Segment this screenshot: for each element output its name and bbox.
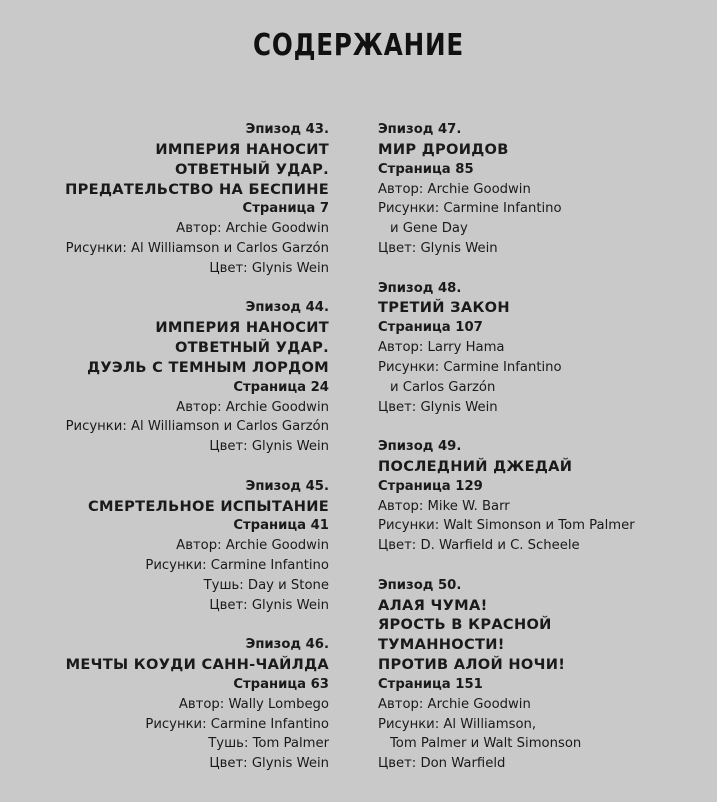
- credit-line: Рисунки: Carmine Infantino: [378, 359, 562, 375]
- episode-title-line: МИР ДРОИДОВ: [378, 140, 509, 158]
- page-title: СОДЕРЖАНИЕ: [252, 28, 465, 63]
- toc-entry[interactable]: [378, 437, 708, 556]
- episode-number: Эпизод 44.: [245, 300, 329, 316]
- episode-title-line: МЕЧТЫ КОУДИ САНН-ЧАЙЛДА: [65, 656, 329, 674]
- credit-line: Рисунки: Al Williamson,: [378, 716, 537, 732]
- episode-title-line: ИМПЕРИЯ НАНОСИТ: [155, 319, 329, 337]
- episode-title-line: ИМПЕРИЯ НАНОСИТ: [155, 140, 329, 158]
- episode-title-line: ТУМАННОСТИ!: [378, 636, 505, 654]
- episode-number: Эпизод 49.: [378, 439, 462, 454]
- credit-line: Автор: Larry Hama: [378, 340, 505, 356]
- credit-line: и Carlos Garzón: [390, 379, 496, 395]
- episode-page: Страница 41: [233, 518, 329, 534]
- toc-right-column: [378, 120, 708, 794]
- episode-title-line: ЯРОСТЬ В КРАСНОЙ: [378, 616, 552, 634]
- credit-line: Рисунки: Walt Simonson и Tom Palmer: [378, 518, 635, 534]
- toc-entry[interactable]: [378, 576, 708, 774]
- credit-line: Цвет: Glynis Wein: [378, 241, 498, 257]
- episode-title-line: ОТВЕТНЫЙ УДАР.: [174, 339, 329, 357]
- credit-line: Рисунки: Al Williamson и Carlos Garzón: [65, 419, 329, 435]
- toc-entry[interactable]: [0, 120, 329, 279]
- credit-line: Тушь: Day и Stone: [203, 577, 329, 593]
- toc-entry[interactable]: [0, 635, 329, 774]
- credit-line: Автор: Archie Goodwin: [176, 538, 329, 554]
- episode-title-line: СМЕРТЕЛЬНОЕ ИСПЫТАНИЕ: [88, 497, 329, 515]
- credit-line: Цвет: Glynis Wein: [209, 260, 329, 276]
- toc-entry[interactable]: [0, 477, 329, 616]
- credit-line: Цвет: Glynis Wein: [209, 597, 329, 613]
- episode-page: Страница 107: [378, 320, 483, 336]
- credit-line: и Gene Day: [390, 221, 468, 237]
- episode-number: Эпизод 50.: [378, 577, 462, 593]
- credit-line: Автор: Archie Goodwin: [176, 221, 329, 237]
- credit-line: Цвет: D. Warfield и C. Scheele: [378, 538, 580, 554]
- episode-title-line: ОТВЕТНЫЙ УДАР.: [174, 160, 329, 178]
- credit-line: Автор: Archie Goodwin: [378, 696, 531, 712]
- credit-line: Цвет: Glynis Wein: [209, 439, 329, 455]
- episode-number: Эпизод 47.: [378, 122, 462, 137]
- episode-title-line: АЛАЯ ЧУМА!: [378, 596, 488, 614]
- credit-line: Tom Palmer и Walt Simonson: [390, 736, 582, 752]
- episode-title-line: ПОСЛЕДНИЙ ДЖЕДАЙ: [378, 457, 573, 475]
- episode-number: Эпизод 48.: [378, 280, 462, 296]
- credit-line: Цвет: Glynis Wein: [378, 399, 498, 415]
- credit-line: Рисунки: Al Williamson и Carlos Garzón: [65, 241, 329, 257]
- credit-line: Автор: Mike W. Barr: [378, 498, 510, 514]
- episode-page: Страница 151: [378, 676, 483, 692]
- credit-line: Тушь: Tom Palmer: [208, 736, 329, 752]
- episode-number: Эпизод 43.: [245, 122, 329, 137]
- episode-number: Эпизод 45.: [245, 478, 329, 494]
- episode-page: Страница 7: [242, 201, 329, 217]
- credit-line: Цвет: Glynis Wein: [209, 756, 329, 772]
- episode-page: Страница 129: [378, 478, 483, 494]
- episode-title-line: ПРОТИВ АЛОЙ НОЧИ!: [378, 656, 566, 674]
- episode-page: Страница 63: [233, 676, 329, 692]
- credit-line: Автор: Archie Goodwin: [378, 181, 531, 197]
- credit-line: Рисунки: Carmine Infantino: [378, 201, 562, 217]
- credit-line: Автор: Archie Goodwin: [176, 399, 329, 415]
- episode-page: Страница 24: [233, 379, 329, 395]
- toc-entry[interactable]: [378, 120, 708, 259]
- episode-title-line: ПРЕДАТЕЛЬСТВО НА БЕСПИНЕ: [65, 180, 329, 198]
- toc-entry[interactable]: [378, 279, 708, 418]
- toc-left-column: [0, 120, 329, 794]
- episode-title-line: ТРЕТИЙ ЗАКОН: [378, 299, 510, 317]
- credit-line: Автор: Wally Lombego: [178, 696, 329, 712]
- episode-page: Страница 85: [378, 161, 474, 177]
- credit-line: Цвет: Don Warfield: [378, 756, 506, 772]
- toc-entry[interactable]: [0, 298, 329, 457]
- credit-line: Рисунки: Carmine Infantino: [145, 558, 329, 574]
- episode-number: Эпизод 46.: [245, 637, 329, 653]
- episode-title-line: ДУЭЛЬ С ТЕМНЫМ ЛОРДОМ: [87, 358, 329, 376]
- credit-line: Рисунки: Carmine Infantino: [145, 716, 329, 732]
